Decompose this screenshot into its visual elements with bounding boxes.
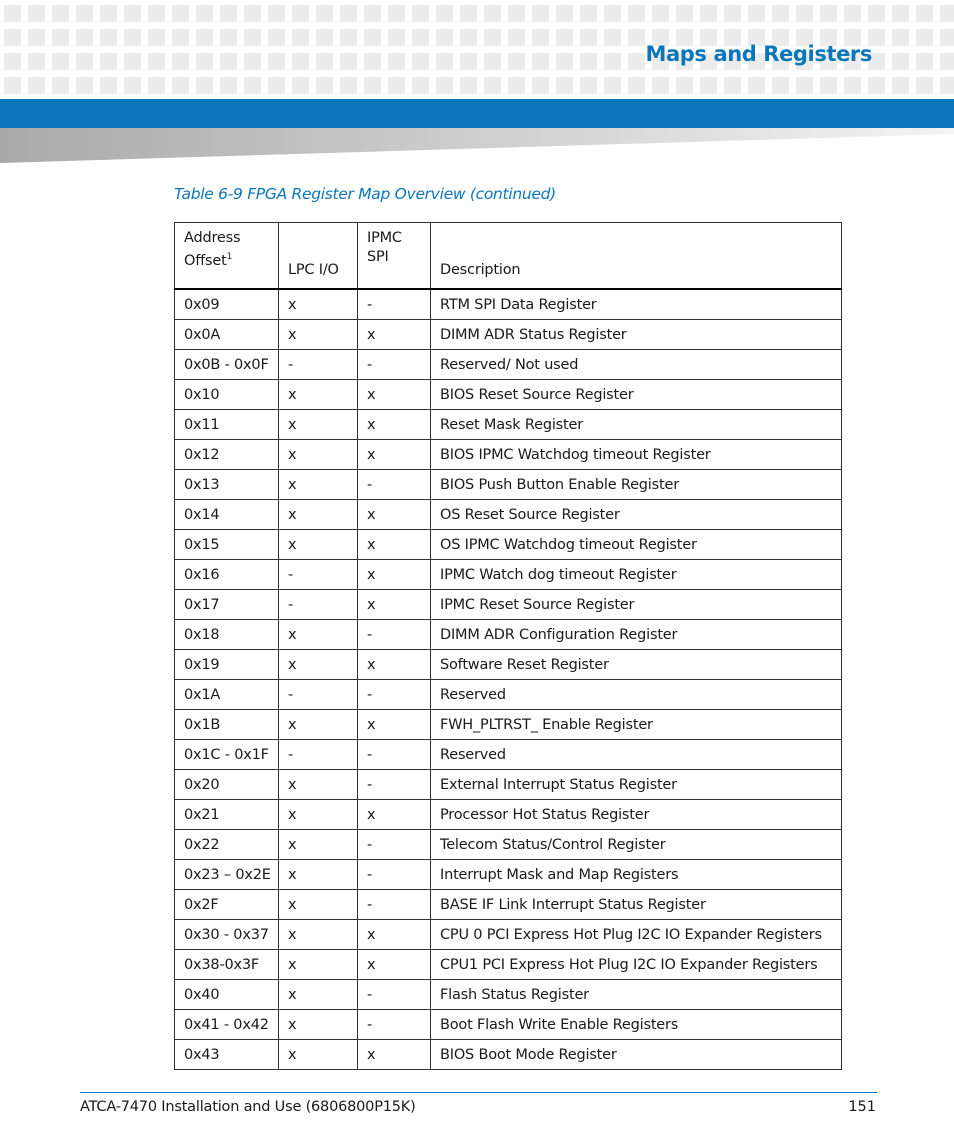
cell-lpc-io: - [279, 350, 358, 380]
header-tile [652, 5, 669, 22]
header-tile [532, 53, 549, 70]
cell-ipmc-spi: x [358, 530, 431, 560]
header-tile [4, 5, 21, 22]
header-tile [388, 77, 405, 94]
cell-lpc-io: x [279, 890, 358, 920]
cell-address-offset: 0x17 [175, 590, 279, 620]
header-tile [316, 5, 333, 22]
header-tile [484, 5, 501, 22]
cell-ipmc-spi: x [358, 590, 431, 620]
header-tile [172, 77, 189, 94]
header-tile [124, 77, 141, 94]
cell-address-offset: 0x1A [175, 680, 279, 710]
header-tile [604, 5, 621, 22]
header-tile [700, 77, 717, 94]
table-row [175, 800, 842, 830]
header-tile [388, 5, 405, 22]
table-row [175, 710, 842, 740]
cell-description: BIOS Reset Source Register [431, 380, 842, 410]
cell-address-offset: 0x43 [175, 1040, 279, 1070]
cell-address-offset: 0x1B [175, 710, 279, 740]
cell-ipmc-spi: x [358, 710, 431, 740]
column-header-lpc-io: LPC I/O [279, 223, 358, 290]
table-row [175, 740, 842, 770]
header-tile [268, 29, 285, 46]
cell-address-offset: 0x0A [175, 320, 279, 350]
header-tile [76, 5, 93, 22]
cell-address-offset: 0x10 [175, 380, 279, 410]
cell-address-offset: 0x1C - 0x1F [175, 740, 279, 770]
cell-lpc-io: - [279, 680, 358, 710]
address-header-line1: Address [184, 230, 241, 246]
header-tile [436, 53, 453, 70]
header-tile [676, 5, 693, 22]
cell-address-offset: 0x19 [175, 650, 279, 680]
header-tile [772, 77, 789, 94]
cell-description: Interrupt Mask and Map Registers [431, 860, 842, 890]
table-row [175, 680, 842, 710]
header-tile [100, 53, 117, 70]
cell-address-offset: 0x38-0x3F [175, 950, 279, 980]
cell-address-offset: 0x09 [175, 289, 279, 320]
cell-ipmc-spi: - [358, 980, 431, 1010]
header-tile [916, 77, 933, 94]
cell-ipmc-spi: x [358, 440, 431, 470]
header-tile [436, 5, 453, 22]
header-tile [292, 5, 309, 22]
cell-ipmc-spi: - [358, 620, 431, 650]
header-tile [244, 77, 261, 94]
header-tile [580, 53, 597, 70]
header-tile [364, 5, 381, 22]
ipmc-header-line1: IPMC [367, 230, 402, 246]
header-tile [892, 77, 909, 94]
header-tile [316, 77, 333, 94]
header-tile [148, 29, 165, 46]
header-tile [868, 77, 885, 94]
header-tile [4, 77, 21, 94]
cell-ipmc-spi: x [358, 800, 431, 830]
header-tile [916, 5, 933, 22]
header-tile [460, 77, 477, 94]
header-tile [316, 29, 333, 46]
cell-lpc-io: x [279, 1040, 358, 1070]
header-tile [532, 29, 549, 46]
table-row [175, 860, 842, 890]
cell-description: BIOS Boot Mode Register [431, 1040, 842, 1070]
table-row [175, 560, 842, 590]
header-tile [268, 5, 285, 22]
header-tile [124, 53, 141, 70]
cell-lpc-io: x [279, 830, 358, 860]
cell-description: Telecom Status/Control Register [431, 830, 842, 860]
cell-address-offset: 0x23 – 0x2E [175, 860, 279, 890]
table-row [175, 950, 842, 980]
table-row [175, 590, 842, 620]
header-tile [532, 5, 549, 22]
header-tile [340, 5, 357, 22]
header-tile [412, 53, 429, 70]
header-tile [76, 77, 93, 94]
cell-lpc-io: x [279, 860, 358, 890]
header-tile [508, 77, 525, 94]
table-row [175, 470, 842, 500]
header-gray-wedge [0, 128, 954, 164]
header-tile [412, 77, 429, 94]
cell-description: IPMC Reset Source Register [431, 590, 842, 620]
header-tile [172, 5, 189, 22]
header-tile [124, 5, 141, 22]
header-tile [148, 77, 165, 94]
header-tile [748, 77, 765, 94]
header-tile [796, 5, 813, 22]
cell-ipmc-spi: - [358, 860, 431, 890]
cell-address-offset: 0x20 [175, 770, 279, 800]
header-tile [796, 77, 813, 94]
table-row [175, 350, 842, 380]
table-row [175, 380, 842, 410]
cell-address-offset: 0x14 [175, 500, 279, 530]
header-tile [820, 5, 837, 22]
cell-ipmc-spi: - [358, 289, 431, 320]
cell-address-offset: 0x41 - 0x42 [175, 1010, 279, 1040]
cell-ipmc-spi: - [358, 770, 431, 800]
header-tile [916, 53, 933, 70]
header-tile [268, 53, 285, 70]
header-tile [28, 77, 45, 94]
cell-ipmc-spi: x [358, 920, 431, 950]
header-tile [460, 29, 477, 46]
cell-description: BASE IF Link Interrupt Status Register [431, 890, 842, 920]
header-tile [148, 5, 165, 22]
header-tile [220, 53, 237, 70]
cell-description: IPMC Watch dog timeout Register [431, 560, 842, 590]
cell-address-offset: 0x30 - 0x37 [175, 920, 279, 950]
header-tile [460, 5, 477, 22]
cell-description: Flash Status Register [431, 980, 842, 1010]
header-tile [604, 77, 621, 94]
table-row [175, 500, 842, 530]
cell-address-offset: 0x15 [175, 530, 279, 560]
header-tile [748, 5, 765, 22]
table-row [175, 980, 842, 1010]
header-tile [820, 77, 837, 94]
header-tile [52, 77, 69, 94]
table-row [175, 770, 842, 800]
header-tile [724, 5, 741, 22]
footer-rule [80, 1092, 877, 1093]
cell-lpc-io: x [279, 1010, 358, 1040]
cell-lpc-io: x [279, 530, 358, 560]
cell-description: Processor Hot Status Register [431, 800, 842, 830]
header-tile [244, 53, 261, 70]
header-tile [436, 29, 453, 46]
table-caption: Table 6-9 FPGA Register Map Overview (continued) [174, 185, 556, 203]
cell-lpc-io: x [279, 650, 358, 680]
header-tile [580, 29, 597, 46]
section-title: Maps and Registers [645, 42, 872, 66]
header-tile [388, 29, 405, 46]
header-tile [508, 5, 525, 22]
cell-ipmc-spi: x [358, 650, 431, 680]
table-row [175, 440, 842, 470]
header-tile [196, 77, 213, 94]
header-tile [532, 77, 549, 94]
table-row [175, 920, 842, 950]
table-row [175, 620, 842, 650]
header-tile [76, 29, 93, 46]
cell-description: DIMM ADR Configuration Register [431, 620, 842, 650]
header-tile [292, 77, 309, 94]
header-tile [196, 29, 213, 46]
header-tile [484, 77, 501, 94]
header-tile [436, 77, 453, 94]
cell-address-offset: 0x2F [175, 890, 279, 920]
footer-page-number: 151 [848, 1099, 876, 1115]
cell-address-offset: 0x11 [175, 410, 279, 440]
cell-description: CPU 0 PCI Express Hot Plug I2C IO Expander Registers [431, 920, 842, 950]
header-tile [148, 53, 165, 70]
header-tile [364, 77, 381, 94]
header-tile [508, 29, 525, 46]
cell-description: OS Reset Source Register [431, 500, 842, 530]
cell-ipmc-spi: x [358, 320, 431, 350]
header-tile [868, 5, 885, 22]
header-tile [724, 77, 741, 94]
header-tile [628, 77, 645, 94]
cell-lpc-io: x [279, 470, 358, 500]
table-row [175, 890, 842, 920]
header-tile [892, 29, 909, 46]
header-tile [412, 5, 429, 22]
register-map-table [174, 222, 842, 1070]
cell-description: Software Reset Register [431, 650, 842, 680]
header-tile [244, 5, 261, 22]
header-tile [844, 5, 861, 22]
table-row [175, 1010, 842, 1040]
cell-description: Reserved [431, 680, 842, 710]
header-tile [628, 5, 645, 22]
cell-description: BIOS Push Button Enable Register [431, 470, 842, 500]
header-tile [580, 5, 597, 22]
header-tile [292, 29, 309, 46]
cell-lpc-io: x [279, 620, 358, 650]
header-tile [412, 29, 429, 46]
header-tile [940, 29, 954, 46]
header-tile [28, 5, 45, 22]
cell-lpc-io: x [279, 289, 358, 320]
cell-description: Reset Mask Register [431, 410, 842, 440]
header-tile [508, 53, 525, 70]
footnote-marker: 1 [226, 252, 233, 262]
cell-ipmc-spi: x [358, 410, 431, 440]
header-tile [628, 53, 645, 70]
header-tile [940, 5, 954, 22]
header-tile [628, 29, 645, 46]
cell-address-offset: 0x16 [175, 560, 279, 590]
cell-description: External Interrupt Status Register [431, 770, 842, 800]
footer-document-title: ATCA-7470 Installation and Use (6806800P15K) [80, 1099, 416, 1115]
column-header-ipmc-spi [358, 223, 431, 290]
header-tile [388, 53, 405, 70]
cell-address-offset: 0x0B - 0x0F [175, 350, 279, 380]
cell-ipmc-spi: - [358, 830, 431, 860]
header-tile [940, 77, 954, 94]
header-tile [4, 29, 21, 46]
cell-ipmc-spi: - [358, 890, 431, 920]
header-tile [364, 53, 381, 70]
header-tile [604, 29, 621, 46]
cell-description: DIMM ADR Status Register [431, 320, 842, 350]
header-tile [484, 29, 501, 46]
cell-description: Reserved/ Not used [431, 350, 842, 380]
column-header-address-offset [175, 223, 279, 290]
header-tile [916, 29, 933, 46]
cell-address-offset: 0x21 [175, 800, 279, 830]
cell-description: Reserved [431, 740, 842, 770]
header-tile [220, 5, 237, 22]
header-tile [940, 53, 954, 70]
header-tile [100, 5, 117, 22]
table-header-row [175, 223, 842, 290]
header-tile [844, 77, 861, 94]
header-tile [172, 53, 189, 70]
cell-ipmc-spi: - [358, 680, 431, 710]
header-tile [124, 29, 141, 46]
cell-lpc-io: x [279, 710, 358, 740]
cell-address-offset: 0x12 [175, 440, 279, 470]
cell-lpc-io: x [279, 920, 358, 950]
cell-ipmc-spi: - [358, 470, 431, 500]
header-tile [892, 53, 909, 70]
cell-ipmc-spi: x [358, 380, 431, 410]
cell-lpc-io: - [279, 590, 358, 620]
cell-description: BIOS IPMC Watchdog timeout Register [431, 440, 842, 470]
cell-lpc-io: x [279, 320, 358, 350]
cell-lpc-io: x [279, 950, 358, 980]
header-tile [28, 29, 45, 46]
cell-description: FWH_PLTRST_ Enable Register [431, 710, 842, 740]
cell-lpc-io: x [279, 770, 358, 800]
address-header-line2: Offset [184, 252, 227, 269]
cell-address-offset: 0x18 [175, 620, 279, 650]
header-tile [652, 77, 669, 94]
column-header-description: Description [431, 223, 842, 290]
cell-lpc-io: - [279, 560, 358, 590]
header-tile [268, 77, 285, 94]
header-tile [292, 53, 309, 70]
header-tile [340, 77, 357, 94]
header-tile [196, 53, 213, 70]
header-tile [4, 53, 21, 70]
header-tile [772, 5, 789, 22]
header-tile [460, 53, 477, 70]
cell-address-offset: 0x22 [175, 830, 279, 860]
cell-ipmc-spi: x [358, 560, 431, 590]
header-tile [364, 29, 381, 46]
cell-ipmc-spi: - [358, 350, 431, 380]
cell-lpc-io: x [279, 380, 358, 410]
header-tile [52, 5, 69, 22]
cell-description: RTM SPI Data Register [431, 289, 842, 320]
header-tile [604, 53, 621, 70]
cell-lpc-io: x [279, 980, 358, 1010]
table-row [175, 410, 842, 440]
cell-description: OS IPMC Watchdog timeout Register [431, 530, 842, 560]
cell-lpc-io: - [279, 740, 358, 770]
header-tile [700, 5, 717, 22]
header-tile [316, 53, 333, 70]
header-tile [580, 77, 597, 94]
header-tile [196, 5, 213, 22]
header-tile [556, 29, 573, 46]
cell-description: Boot Flash Write Enable Registers [431, 1010, 842, 1040]
cell-ipmc-spi: x [358, 500, 431, 530]
header-blue-bar [0, 99, 954, 128]
cell-lpc-io: x [279, 440, 358, 470]
cell-lpc-io: x [279, 800, 358, 830]
cell-lpc-io: x [279, 410, 358, 440]
table-row [175, 830, 842, 860]
cell-lpc-io: x [279, 500, 358, 530]
header-tile [676, 77, 693, 94]
header-tile [76, 53, 93, 70]
header-tile [100, 77, 117, 94]
header-tile [484, 53, 501, 70]
ipmc-header-line2: SPI [367, 249, 389, 265]
cell-ipmc-spi: x [358, 1040, 431, 1070]
table-row [175, 530, 842, 560]
table-row [175, 289, 842, 320]
cell-ipmc-spi: x [358, 950, 431, 980]
header-tile [340, 29, 357, 46]
header-tile [52, 29, 69, 46]
cell-ipmc-spi: - [358, 740, 431, 770]
table-row [175, 1040, 842, 1070]
header-tile [340, 53, 357, 70]
table-row [175, 650, 842, 680]
header-tile [556, 53, 573, 70]
cell-ipmc-spi: - [358, 1010, 431, 1040]
header-tile [220, 29, 237, 46]
header-tile [28, 53, 45, 70]
cell-description: CPU1 PCI Express Hot Plug I2C IO Expander Registers [431, 950, 842, 980]
table-row [175, 320, 842, 350]
header-tile [556, 77, 573, 94]
header-tile [100, 29, 117, 46]
cell-address-offset: 0x13 [175, 470, 279, 500]
cell-address-offset: 0x40 [175, 980, 279, 1010]
header-tile [220, 77, 237, 94]
header-tile [52, 53, 69, 70]
header-tile [892, 5, 909, 22]
header-tile [244, 29, 261, 46]
header-tile [172, 29, 189, 46]
header-tile [556, 5, 573, 22]
